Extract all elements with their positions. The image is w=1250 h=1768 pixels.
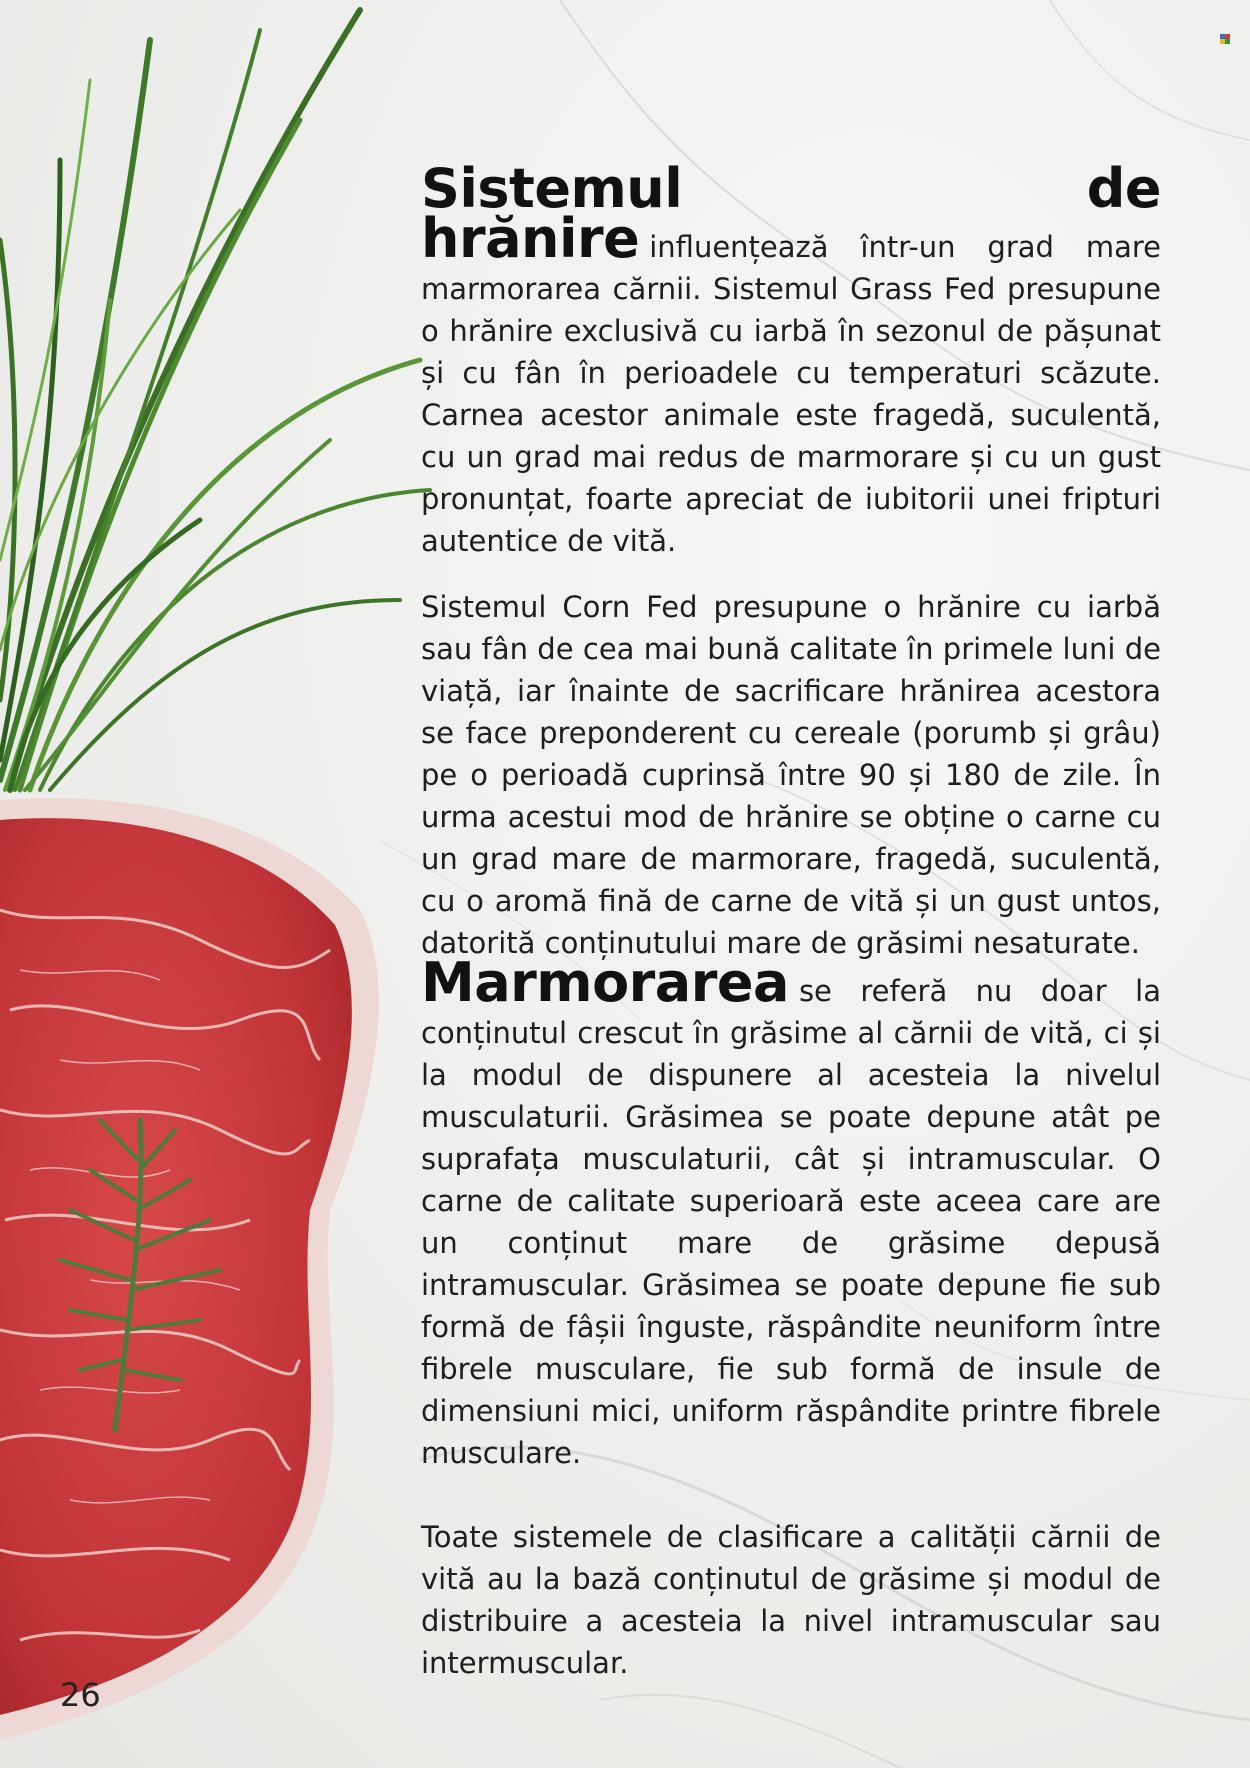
marbling-section — [421, 951, 1161, 1684]
feeding-system-heading: Sistemul de hrănire — [421, 157, 1161, 270]
chives-image — [0, 0, 440, 820]
steak-image — [0, 790, 400, 1750]
feeding-system-text-1: influențează într-un grad mare marmorarea cărnii. Sistemul Grass Fed presupune o hrănire exclusivă cu iarbă în sezonul de pășunat și cu fân în perioadele cu temperaturi scăzute. Carnea acestor animale este fragedă, suculentă, cu un grad mai redus de marmorare și cu un gust pronunțat, foarte apreciat de iubitorii unei fripturi autentice de vită. — [421, 230, 1161, 558]
marbling-paragraph-1 — [421, 951, 1161, 1474]
feeding-system-paragraph-2: Sistemul Corn Fed presupune o hrănire cu iarbă sau fân de cea mai bună calitate în primele luni de viață, iar înainte de sacrificare hrănirea acestora se face preponderent cu cereale (porumb și grâu) pe o perioadă cuprinsă între 90 și 180 de zile. În urma acestui mod de hrănire se obține o carne cu un grad mare de marmorare, fragedă, suculentă, cu o aromă fină de carne de vită și un gust untos, datorită conținutului mare de grăsimi nesaturate. — [421, 590, 1161, 960]
feeding-system-paragraph-1 — [421, 157, 1161, 562]
marbling-heading: Marmorarea — [421, 951, 789, 1014]
marbling-paragraph-2: Toate sistemele de clasificare a calității cărnii de vită au la bază conținutul de grăsime și modul de distribuire a acesteia la nivel intramuscular sau intermuscular. — [421, 1520, 1161, 1680]
page-number: 26 — [60, 1676, 101, 1714]
brand-mark-icon — [1220, 34, 1230, 44]
marbling-text-1: se referă nu doar la conținutul crescut în grăsime al cărnii de vită, ci și la modul de dispunere al acesteia la nivelul musculaturii. Grăsimea se poate depune atât pe suprafața musculaturii, cât și intramuscular. O carne de calitate superioară este aceea care are un conținut mare de grăsime depusă intramuscular. Grăsimea se poate depune fie sub formă de fâșii înguste, răspândite neuniform între fibrele musculare, fie sub formă de insule de dimensiuni mici, uniform răspândite printre fibrele musculare. — [421, 974, 1161, 1470]
feeding-system-section — [421, 157, 1161, 964]
